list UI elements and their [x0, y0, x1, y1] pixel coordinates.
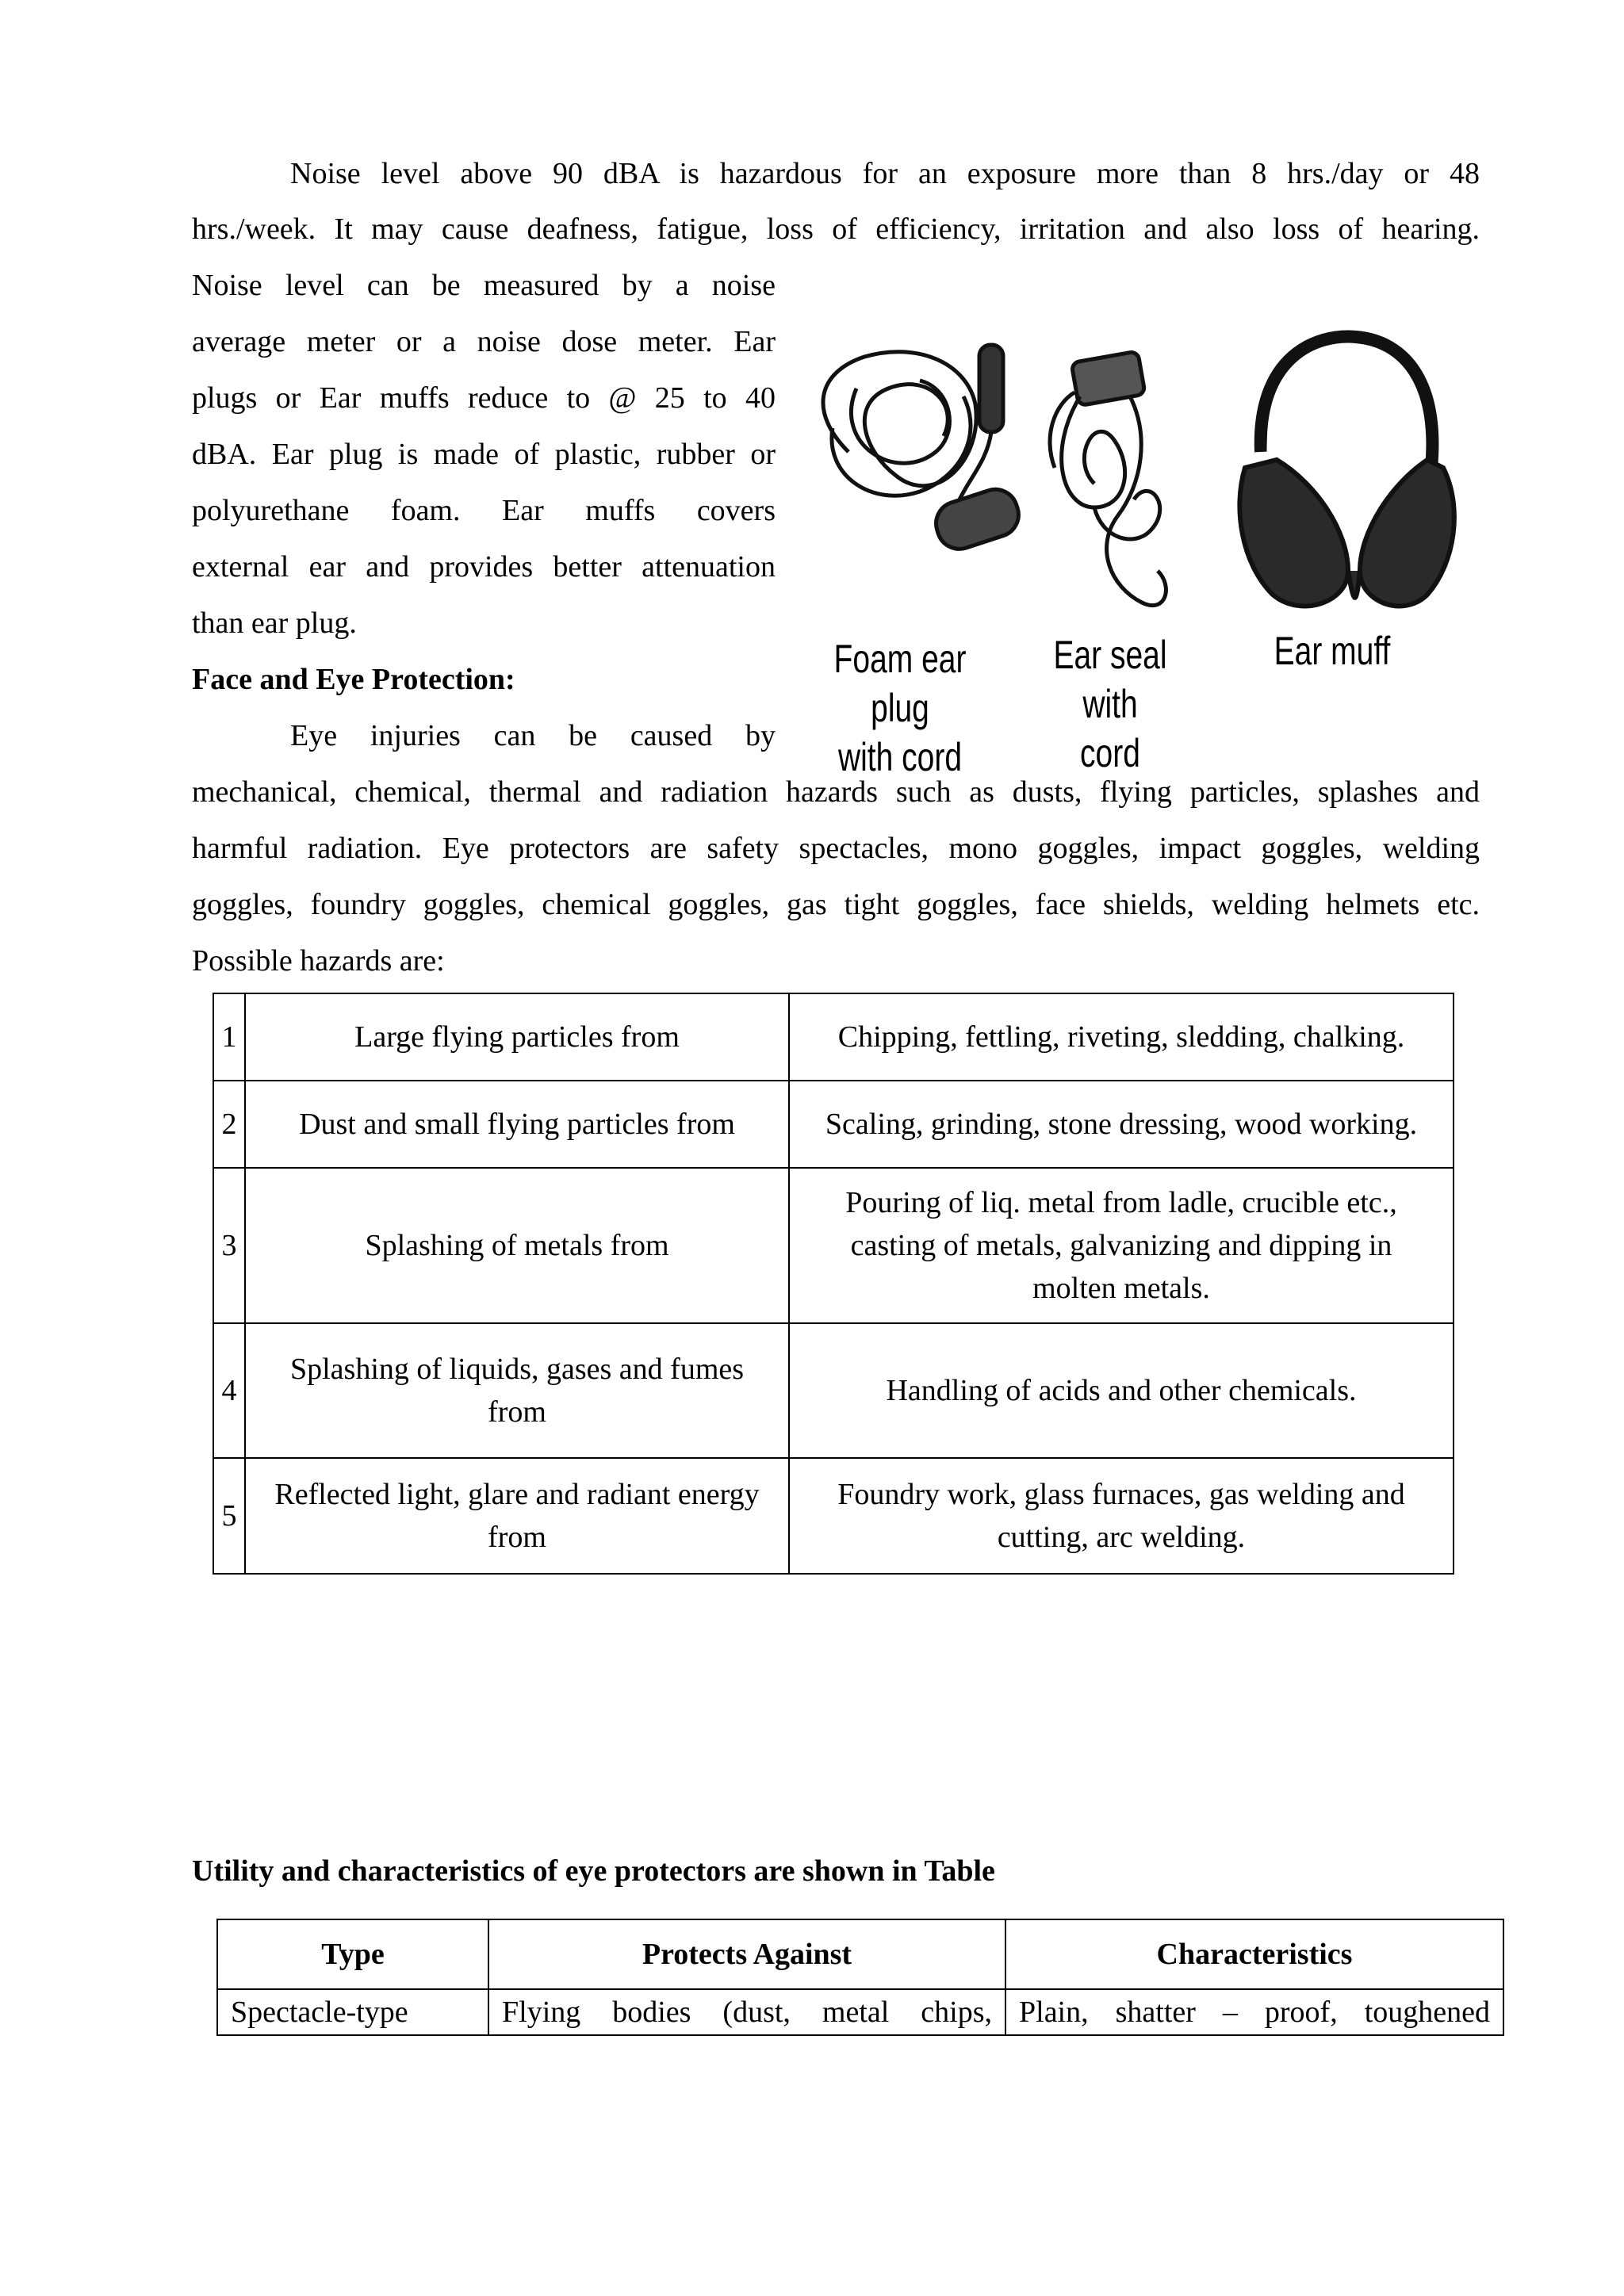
hazard-sources: Handling of acids and other chemicals. [789, 1323, 1454, 1458]
hazard-sources: Scaling, grinding, stone dressing, wood working. [789, 1081, 1454, 1168]
cell-protects-against: Flying bodies (dust, metal chips, [488, 1989, 1005, 2035]
hazard-sources: Foundry work, glass furnaces, gas welding and cutting, arc welding. [789, 1458, 1454, 1574]
hazard-category: Reflected light, glare and radiant energy from [245, 1458, 789, 1574]
hazard-number: 2 [213, 1081, 245, 1168]
face-eye-line-2: harmful radiation. Eye protectors are safety spectacles, mono goggles, impact goggles, welding [192, 832, 1480, 865]
hazard-number: 1 [213, 993, 245, 1081]
table-row [213, 993, 1454, 1081]
figure-label-muff-line1: Ear muff [1274, 629, 1391, 673]
hazard-number: 5 [213, 1458, 245, 1574]
cell-type: Spectacle-type [217, 1989, 488, 2035]
hazard-sources: Chipping, fettling, riveting, sledding, chalking. [789, 993, 1454, 1081]
utility-heading: Utility and characteristics of eye protectors are shown in Table [192, 1854, 995, 1888]
hazard-sources: Pouring of liq. metal from ladle, crucible etc., casting of metals, galvanizing and dipping in molten metals. [789, 1168, 1454, 1323]
intro-col-line-2: average meter or a noise dose meter. Ear [192, 325, 776, 358]
hazard-number: 3 [213, 1168, 245, 1323]
hazard-number: 4 [213, 1323, 245, 1458]
hearing-protection-figure [801, 270, 1467, 779]
table-row [213, 1323, 1454, 1458]
figure-label-foam-ear-plug [823, 634, 978, 782]
table-header-row [217, 1919, 1503, 1989]
column-header-protects-against: Protects Against [488, 1919, 1005, 1989]
eye-protectors-table [216, 1919, 1504, 2036]
foam-ear-plug-drawing [823, 345, 1025, 555]
table-row [213, 1458, 1454, 1574]
column-header-type: Type [217, 1919, 488, 1989]
column-header-characteristics: Characteristics [1005, 1919, 1503, 1989]
face-eye-line-4: Possible hazards are: [192, 944, 445, 978]
figure-label-ear-muff [1264, 626, 1400, 675]
figure-label-foam-line2: with cord [837, 735, 963, 779]
hazard-category: Splashing of liquids, gases and fumes from [245, 1323, 789, 1458]
intro-col-line-6: external ear and provides better attenuation [192, 550, 776, 584]
table-row [213, 1168, 1454, 1323]
hazard-category: Splashing of metals from [245, 1168, 789, 1323]
intro-col-line-5: polyurethane foam. Ear muffs covers [192, 494, 776, 527]
figure-label-seal-line2: with cord [1080, 682, 1140, 775]
table-row [213, 1081, 1454, 1168]
hazards-table [213, 993, 1454, 1575]
ear-muff-drawing [1239, 336, 1454, 606]
cell-characteristics: Plain, shatter – proof, toughened [1005, 1989, 1503, 2035]
face-eye-heading: Face and Eye Protection: [192, 663, 515, 696]
intro-line-1: Noise level above 90 dBA is hazardous for an exposure more than 8 hrs./day or 48 [290, 157, 1480, 190]
intro-col-line-7: than ear plug. [192, 607, 357, 640]
figure-label-ear-seal [1048, 630, 1172, 778]
face-eye-line-1: mechanical, chemical, thermal and radiation hazards such as dusts, flying particles, splashes and [192, 775, 1480, 809]
table-row [217, 1989, 1503, 2035]
figure-label-foam-line1: Foam ear plug [833, 637, 967, 730]
figure-label-seal-line1: Ear seal [1053, 633, 1167, 677]
face-eye-line-3: goggles, foundry goggles, chemical goggles, gas tight goggles, face shields, welding helmets etc. [192, 888, 1480, 921]
face-eye-col-line: Eye injuries can be caused by [290, 719, 776, 752]
ear-seal-drawing [1050, 351, 1166, 606]
hazard-category: Dust and small flying particles from [245, 1081, 789, 1168]
intro-col-line-4: dBA. Ear plug is made of plastic, rubber or [192, 438, 776, 471]
intro-col-line-1: Noise level can be measured by a noise [192, 269, 776, 302]
intro-col-line-3: plugs or Ear muffs reduce to @ 25 to 40 [192, 381, 776, 415]
intro-line-2: hrs./week. It may cause deafness, fatigue, loss of efficiency, irritation and also loss of hearing. [192, 212, 1480, 246]
hazard-category: Large flying particles from [245, 993, 789, 1081]
